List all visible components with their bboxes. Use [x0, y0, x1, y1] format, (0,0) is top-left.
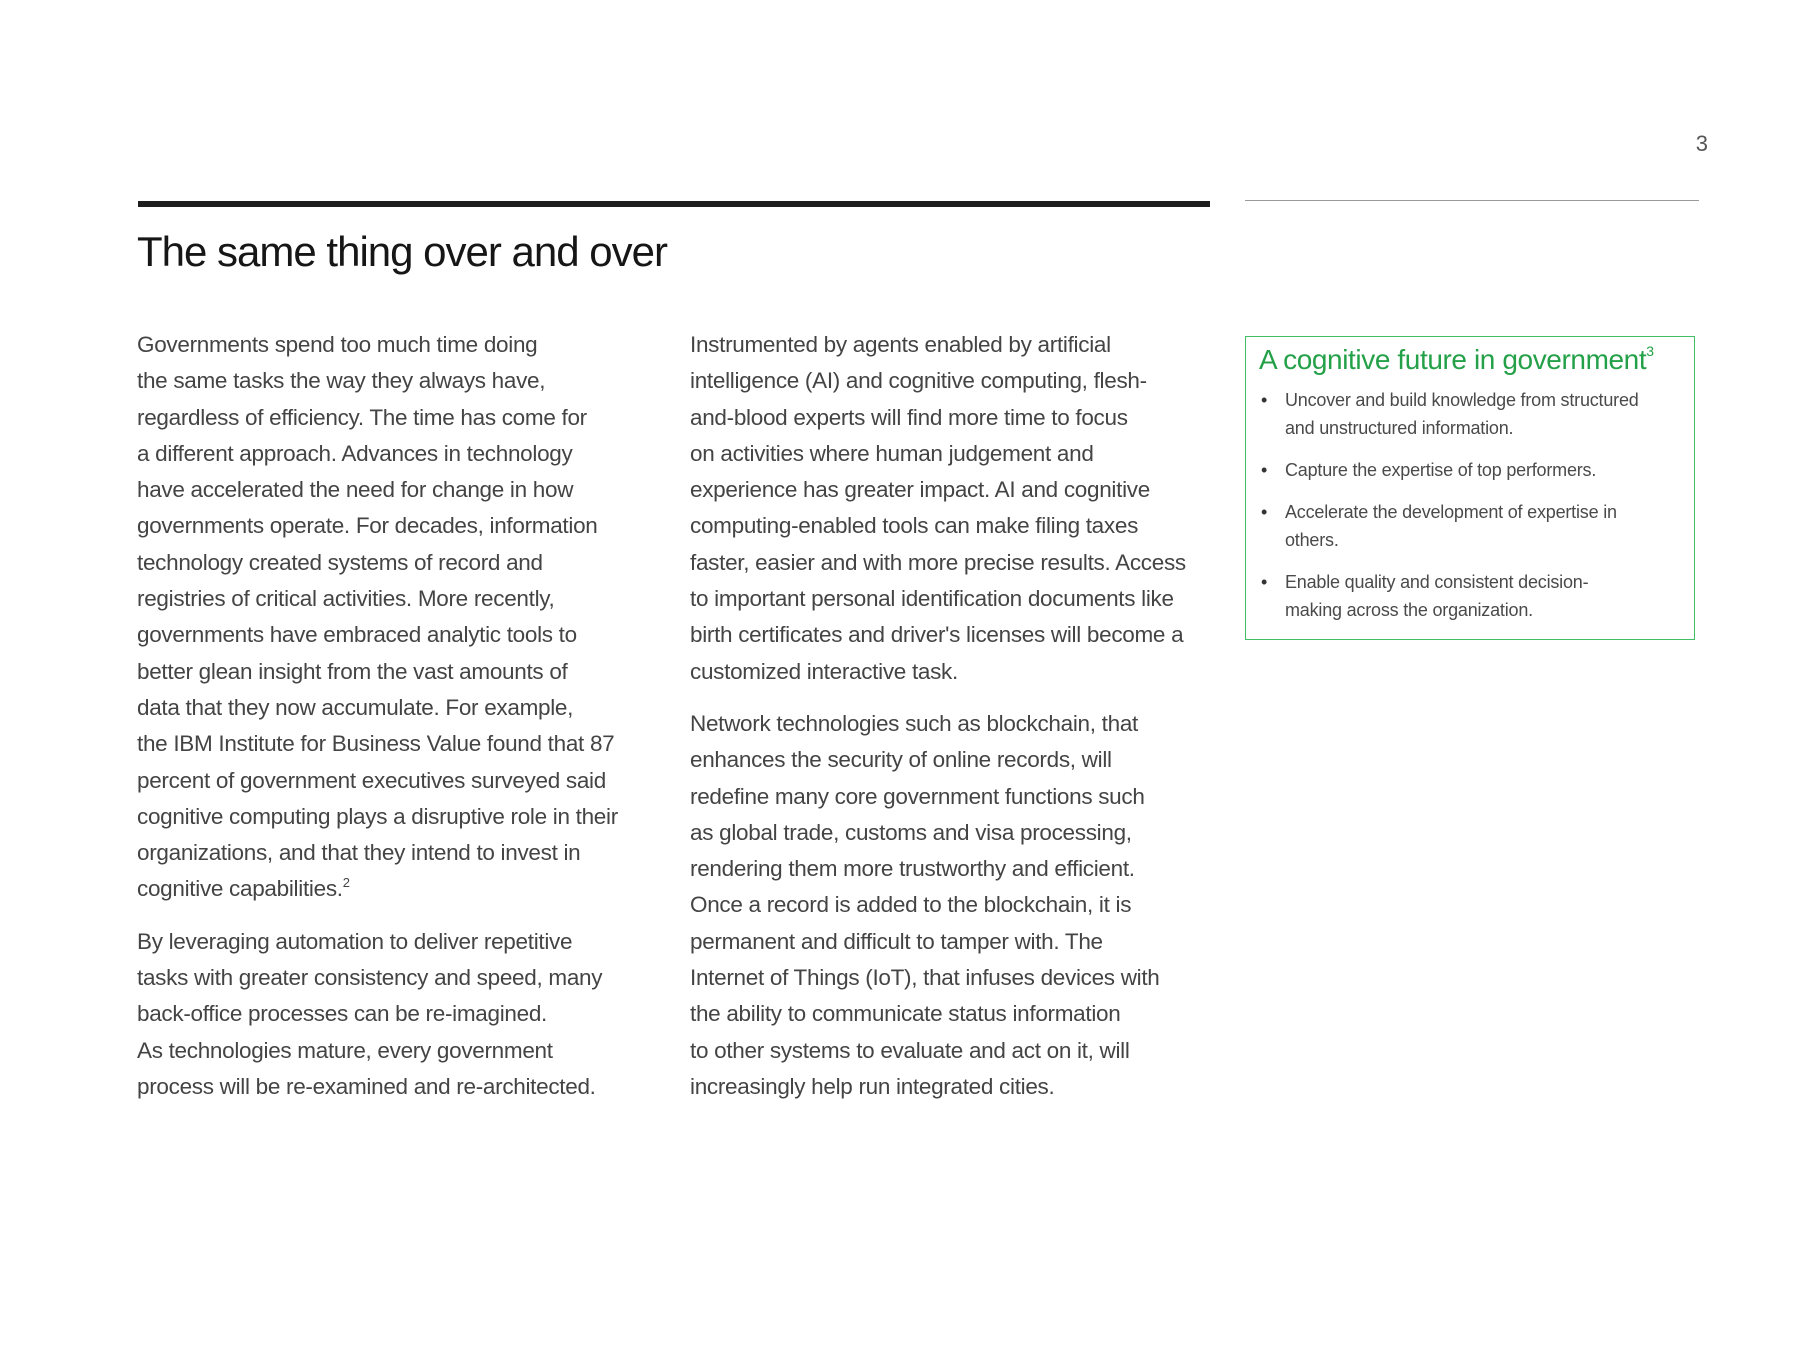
text-line: birth certificates and driver's licenses will become a [690, 622, 1184, 648]
text-line: back-office processes can be re-imagined. [137, 1001, 548, 1027]
text-line: Uncover and build knowledge from structured [1285, 390, 1639, 410]
text-line: experience has greater impact. AI and cognitive [690, 477, 1150, 503]
bullet-icon: • [1261, 390, 1268, 410]
text-line: percent of government executives surveyed said [137, 767, 606, 793]
text-line: on activities where human judgement and [690, 440, 1094, 466]
footnote-ref: 3 [1646, 343, 1654, 359]
text-line: better glean insight from the vast amounts of [137, 658, 568, 684]
column-left [137, 327, 677, 1121]
text-line: computing-enabled tools can make filing taxes [690, 513, 1139, 539]
text-line: as global trade, customs and visa processing, [690, 819, 1132, 845]
bullet-icon: • [1261, 502, 1268, 522]
text-line: the same tasks the way they always have, [137, 368, 546, 394]
text-fragment: cognitive capabilities. [137, 876, 343, 902]
header-rule-thin [1245, 200, 1699, 201]
middle-paragraph-2 [690, 706, 1222, 1105]
text-line: data that they now accumulate. For example, [137, 694, 574, 720]
text-line: the ability to communicate status information [690, 1001, 1121, 1027]
list-item [1259, 498, 1639, 554]
list-item [1259, 386, 1639, 442]
text-line: cognitive computing plays a disruptive role in their [137, 803, 618, 829]
left-paragraph-2 [137, 924, 677, 1105]
text-line: governments have embraced analytic tools to [137, 622, 577, 648]
text-line: process will be re-examined and re-architected. [137, 1073, 596, 1099]
text-line: the IBM Institute for Business Value found that 87 [137, 731, 615, 757]
text-line: have accelerated the need for change in how [137, 477, 574, 503]
text-line: redefine many core government functions such [690, 783, 1145, 809]
text-line: technology created systems of record and [137, 549, 543, 575]
text-line: enhances the security of online records, will [690, 747, 1112, 773]
text-line: By leveraging automation to deliver repetitive [137, 928, 573, 954]
text-line: faster, easier and with more precise results. Access [690, 549, 1186, 575]
text-line-with-footnote [137, 871, 677, 907]
middle-paragraph-1 [690, 327, 1222, 690]
sidebar-bullet-list [1259, 386, 1639, 638]
text-line: rendering them more trustworthy and efficient. [690, 856, 1135, 882]
sidebar-title [1259, 341, 1654, 379]
text-line: As technologies mature, every government [137, 1037, 553, 1063]
text-line: others. [1285, 530, 1339, 550]
text-line: Instrumented by agents enabled by artificial [690, 332, 1111, 357]
text-line: Accelerate the development of expertise in [1285, 502, 1617, 522]
text-line: to other systems to evaluate and act on it, will [690, 1037, 1130, 1063]
left-paragraph-1 [137, 327, 677, 908]
text-line: organizations, and that they intend to invest in [137, 840, 581, 866]
text-line: governments operate. For decades, information [137, 513, 598, 539]
sidebar-callout-box [1245, 336, 1695, 640]
text-line: making across the organization. [1285, 600, 1533, 620]
list-item [1259, 568, 1639, 624]
text-line: permanent and difficult to tamper with. The [690, 928, 1103, 954]
column-middle [690, 327, 1222, 1121]
text-line: Capture the expertise of top performers. [1285, 460, 1597, 480]
sidebar-title-text: A cognitive future in government [1259, 344, 1647, 375]
text-line: Governments spend too much time doing [137, 332, 538, 357]
header-rule-thick [138, 201, 1210, 207]
text-line: Internet of Things (IoT), that infuses devices with [690, 965, 1160, 991]
text-line: intelligence (AI) and cognitive computing, flesh- [690, 368, 1147, 394]
text-line: registries of critical activities. More recently, [137, 586, 555, 612]
text-line: to important personal identification documents like [690, 586, 1174, 612]
bullet-icon: • [1261, 460, 1268, 480]
text-line: regardless of efficiency. The time has come for [137, 404, 587, 430]
text-line: Network technologies such as blockchain, that [690, 710, 1139, 736]
page-title: The same thing over and over [137, 228, 667, 275]
text-line: and unstructured information. [1285, 418, 1514, 438]
bullet-icon: • [1261, 572, 1268, 592]
text-line: Once a record is added to the blockchain, it is [690, 892, 1132, 918]
text-line: tasks with greater consistency and speed, many [137, 965, 603, 991]
footnote-ref: 2 [342, 875, 350, 891]
text-line: customized interactive task. [690, 658, 958, 684]
text-line: and-blood experts will find more time to focus [690, 404, 1128, 430]
page-number: 3 [1695, 131, 1708, 156]
list-item [1259, 456, 1639, 484]
text-line: a different approach. Advances in technology [137, 440, 573, 466]
text-line: Enable quality and consistent decision- [1285, 572, 1589, 592]
text-line: increasingly help run integrated cities. [690, 1073, 1055, 1099]
